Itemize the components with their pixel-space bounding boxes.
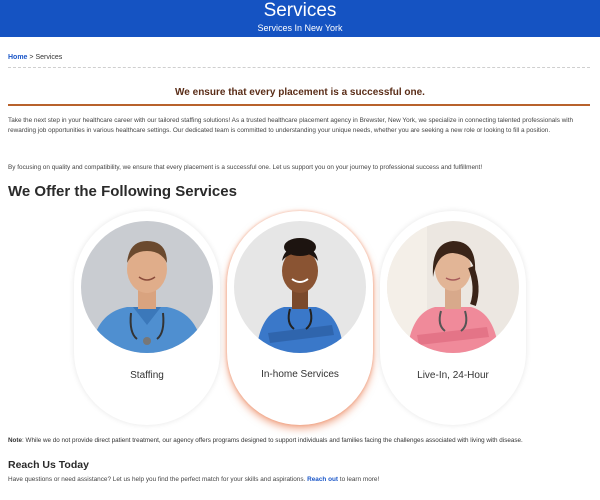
- service-photo-staffing: [81, 221, 213, 353]
- breadcrumb-divider: [8, 67, 590, 68]
- page-title: Services: [263, 0, 337, 21]
- service-label-in-home: In-home Services: [261, 369, 339, 380]
- service-card-in-home[interactable]: [227, 211, 373, 425]
- page-banner: [0, 0, 600, 37]
- breadcrumb-home-link[interactable]: Home: [8, 54, 28, 61]
- services-heading: We Offer the Following Services: [8, 183, 237, 200]
- disclaimer-note: [8, 437, 598, 444]
- breadcrumb: [8, 54, 62, 61]
- page-subtitle: Services In New York: [257, 23, 343, 33]
- service-photo-live-in: [387, 221, 519, 353]
- tagline-divider: [8, 104, 590, 106]
- reach-out-link[interactable]: Reach out: [307, 476, 339, 483]
- reach-us-heading: Reach Us Today: [8, 459, 89, 471]
- breadcrumb-current: Services: [35, 54, 63, 61]
- reach-us-text: [8, 476, 379, 483]
- intro-paragraph-1: Take the next step in your healthcare career with our tailored staffing solutions! As a trusted healthcare placement agency in Brewster, New York, we specialize in connecting talented professionals with rewarding job opportunities in various healthcare settings. Our dedicated team is committed to understanding your unique needs, whether you are seeking a new role or looking to fill a position.: [8, 117, 574, 134]
- reach-text-before: Have questions or need assistance? Let us help you find the perfect match for your skills and aspirations.: [8, 476, 308, 483]
- service-label-staffing: Staffing: [130, 370, 164, 381]
- service-card-live-in[interactable]: [380, 211, 526, 425]
- tagline: We ensure that every placement is a successful one.: [175, 87, 425, 98]
- service-card-staffing[interactable]: [74, 211, 220, 425]
- reach-text-after: to learn more!: [338, 476, 380, 483]
- service-label-live-in: Live-In, 24-Hour: [417, 370, 489, 381]
- note-prefix: Note: [8, 437, 22, 444]
- breadcrumb-separator: >: [27, 54, 36, 61]
- intro-paragraph-2: By focusing on quality and compatibility, we ensure that every placement is a successful one. Let us support you on your journey to professional success and fulfillment!: [8, 164, 483, 171]
- note-text: : While we do not provide direct patient treatment, our agency offers programs designed to support individuals and families facing the challenges associated with living with disease.: [22, 437, 523, 444]
- service-photo-in-home: [234, 221, 366, 353]
